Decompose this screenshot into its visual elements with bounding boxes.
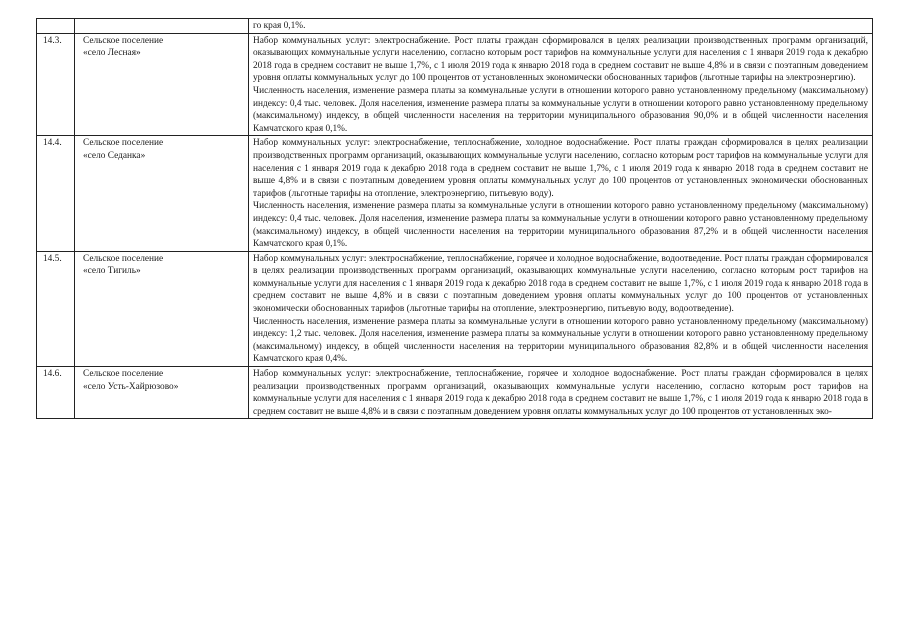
- settlement-cell: [75, 367, 249, 419]
- settlement-cell: [75, 33, 249, 136]
- row-number-cell: [37, 19, 75, 34]
- settlement-name: «село Седанка»: [83, 150, 146, 161]
- description-cell: [249, 367, 873, 419]
- description-cell: [249, 136, 873, 251]
- population-paragraph: Численность населения, изменение размера платы за коммунальные услуги в отношении которого равно установленному предельному (максимальному) индексу: 1,2 тыс. человек. Доля населения, изменение размера платы за коммунальные услуги в отношении которого равно установленному предельному (максимальному) индексу, в общей численности населения на территории муниципального образования 82,8% и в общей численности населения Камчатского края 0,4%.: [253, 316, 868, 365]
- table-row-continuation: [37, 19, 873, 34]
- description-cell: [249, 19, 873, 34]
- population-paragraph: Численность населения, изменение размера платы за коммунальные услуги в отношении которого равно установленному предельному (максимальному) индексу: 0,4 тыс. человек. Доля населения, изменение размера платы за коммунальные услуги в отношении которого равно установленному предельному (максимальному) индексу, в общей численности населения на территории муниципального образования 87,2% и в общей численности населения Камчатского края 0,1%.: [253, 201, 868, 250]
- row-number: 14.5.: [37, 251, 75, 366]
- services-paragraph: Набор коммунальных услуг: электроснабжение, теплоснабжение, горячее и холодное водоснабжение, водоотведение. Рост платы граждан сформировался в целях реализации производственных программ организаций, оказывающих коммунальные услуги населению, согласно которым рост тарифов на коммунальные услуги для населения с 1 января 2019 года к декабрю 2018 года в среднем составит не выше 1,7%, с 1 июля 2019 года к январю 2018 года в среднем составит не выше 4,8% и в связи с поэтапным доведением уровня оплаты коммунальных услуг до 100 процентов от установленных экономически обоснованных тарифов (льготные тарифы на отопление, электроэнергию, питьевую воду, водоотведение).: [253, 253, 868, 315]
- description-cell: [249, 33, 873, 136]
- settlement-type: Сельское поселение: [83, 138, 164, 149]
- settlement-cell: [75, 19, 249, 34]
- settlement-type: Сельское поселение: [83, 253, 164, 264]
- settlement-name: «село Лесная»: [83, 48, 141, 59]
- settlement-type: Сельское поселение: [83, 369, 164, 380]
- table-row: [37, 367, 873, 419]
- continuation-text: го края 0,1%.: [253, 21, 306, 31]
- settlement-type: Сельское поселение: [83, 35, 164, 46]
- table-row: [37, 33, 873, 136]
- services-paragraph: Набор коммунальных услуг: электроснабжение, теплоснабжение, горячее и холодное водоснабжение. Рост платы граждан сформировался в целях реализации производственных программ организаций, оказывающих коммунальные услуги населению, согласно которым рост тарифов на коммунальные услуги для населения с 1 января 2019 года к декабрю 2018 года в среднем составит не выше 1,7%, с 1 июля 2019 года к январю 2018 года в среднем составит не выше 4,8% и в связи с поэтапным доведением уровня оплаты коммунальных услуг до 100 процентов от установленных эко-: [253, 369, 868, 417]
- settlement-cell: [75, 251, 249, 366]
- row-number: 14.4.: [37, 136, 75, 251]
- services-paragraph: Набор коммунальных услуг: электроснабжение. Рост платы граждан сформировался в целях реализации производственных программ организаций, оказывающих коммунальные услуги населению, согласно которым рост тарифов на коммунальные услуги для населения с 1 января 2019 года к декабрю 2018 года в среднем составит не выше 1,7%, с 1 июля 2019 года к январю 2018 года в среднем составит не выше 4,8% и в связи с поэтапным доведением уровня оплаты коммунальных услуг до 100 процентов от установленных экономически обоснованных тарифов (льготные тарифы на электроэнергию).: [253, 35, 868, 84]
- row-number: 14.6.: [37, 367, 75, 419]
- row-number: 14.3.: [37, 33, 75, 136]
- services-paragraph: Набор коммунальных услуг: электроснабжение, теплоснабжение, холодное водоснабжение. Рост платы граждан сформировался в целях реализации производственных программ организаций, оказывающих коммунальные услуги населению, согласно которым рост тарифов на коммунальные услуги для населения с 1 января 2019 года к декабрю 2018 года в среднем составит не выше 1,7%, с 1 июля 2019 года к январю 2018 года в среднем составит не выше 4,8% и в связи с поэтапным доведением уровня оплаты коммунальных услуг до 100 процентов от установленных экономически обоснованных тарифов (льготные тарифы на отопление, электроэнергию, питьевую воду).: [253, 138, 868, 199]
- utility-tariffs-table: [36, 18, 873, 419]
- settlement-cell: [75, 136, 249, 251]
- table-row: [37, 251, 873, 366]
- settlement-name: «село Усть-Хайрюзово»: [83, 381, 179, 392]
- table-row: [37, 136, 873, 251]
- settlement-name: «село Тигиль»: [83, 266, 141, 277]
- description-cell: [249, 251, 873, 366]
- population-paragraph: Численность населения, изменение размера платы за коммунальные услуги в отношении которого равно установленному предельному (максимальному) индексу: 0,4 тыс. человек. Доля населения, изменение размера платы за коммунальные услуги в отношении которого равно установленному предельному (максимальному) индексу, в общей численности населения на территории муниципального образования 90,0% и в общей численности населения Камчатского края 0,1%.: [253, 85, 868, 134]
